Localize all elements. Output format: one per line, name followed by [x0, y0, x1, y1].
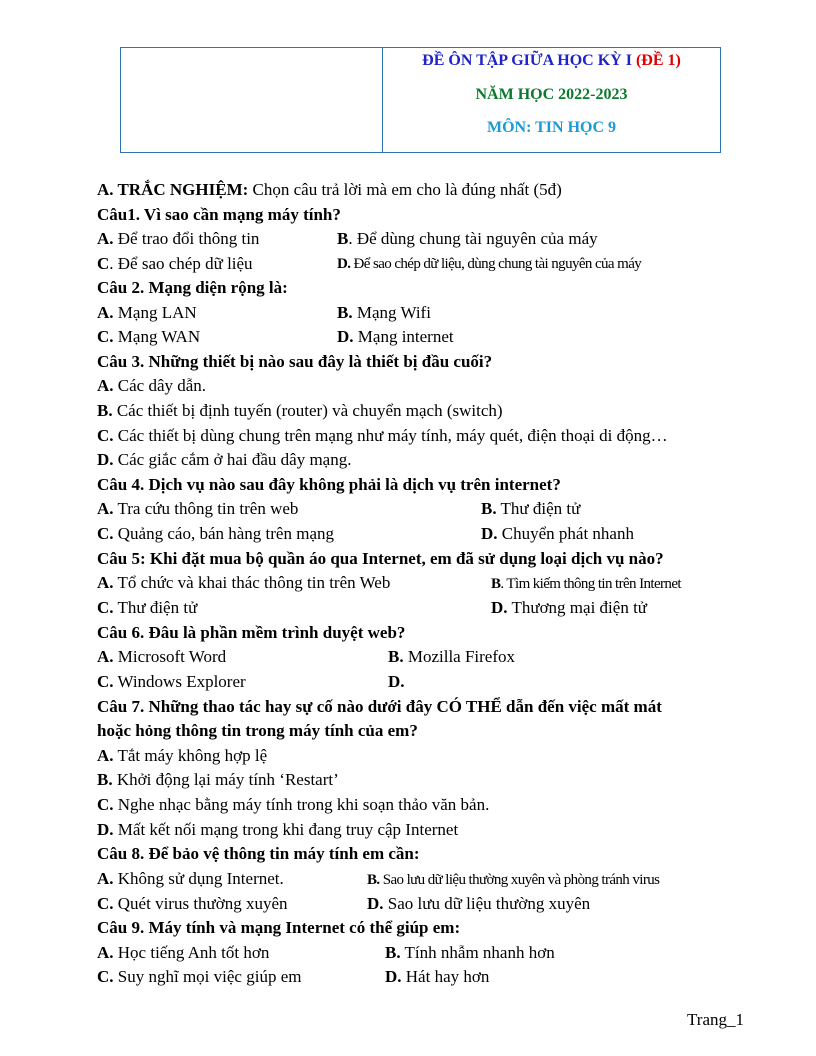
question-title-continued: hoặc hỏng thông tin trong máy tính của em? — [97, 721, 418, 740]
header-left-cell — [121, 48, 383, 152]
answer-option: B. Các thiết bị định tuyến (router) và chuyển mạch (switch) — [97, 401, 503, 420]
question-title: Câu1. Vì sao cần mạng máy tính? — [97, 205, 341, 224]
question-title: Câu 7. Những thao tác hay sự cố nào dưới đây CÓ THỂ dẫn đến việc mất mát — [97, 697, 662, 716]
question-title: Câu 3. Những thiết bị nào sau đây là thiết bị đầu cuối? — [97, 352, 493, 371]
answer-option: C. Suy nghĩ mọi việc giúp em — [97, 967, 302, 986]
answer-option: C. Quảng cáo, bán hàng trên mạng — [97, 524, 334, 543]
exam-title: ĐỀ ÔN TẬP GIỮA HỌC KỲ I (ĐỀ 1) — [422, 52, 681, 69]
answer-option: C. Nghe nhạc bằng máy tính trong khi soạn thảo văn bản. — [97, 795, 490, 814]
question-title: Câu 2. Mạng diện rộng là: — [97, 278, 288, 297]
answer-option: C. Để sao chép dữ liệu — [97, 254, 253, 273]
question-title: Câu 9. Máy tính và mạng Internet có thể giúp em: — [97, 918, 461, 937]
answer-option: D. Để sao chép dữ liệu, dùng chung tài nguyên của máy — [337, 256, 642, 272]
answer-option: B. Mạng Wifi — [337, 303, 431, 322]
header-table — [120, 47, 721, 153]
answer-option: D. — [388, 672, 405, 691]
answer-option: B. Sao lưu dữ liệu thường xuyên và phòng tránh virus — [367, 872, 660, 888]
header-right-cell — [383, 48, 720, 152]
answer-option: A. Để trao đổi thông tin — [97, 229, 260, 248]
answer-option: A. Học tiếng Anh tốt hơn — [97, 943, 270, 962]
answer-option: D. Mạng internet — [337, 327, 454, 346]
answer-option: D. Thương mại điện tử — [491, 598, 648, 617]
question-title: Câu 6. Đâu là phần mềm trình duyệt web? — [97, 623, 406, 642]
answer-option: B. Mozilla Firefox — [388, 647, 516, 666]
answer-option: A. Không sử dụng Internet. — [97, 869, 284, 888]
answer-option: A. Các dây dẫn. — [97, 376, 207, 395]
answer-option: B. Thư điện tử — [481, 499, 581, 518]
school-year: NĂM HỌC 2022-2023 — [475, 86, 628, 103]
answer-option: D. Sao lưu dữ liệu thường xuyên — [367, 894, 591, 913]
answer-option: A. Microsoft Word — [97, 647, 227, 666]
answer-option: A. Tắt máy không hợp lệ — [97, 746, 268, 765]
answer-option: C. Mạng WAN — [97, 327, 201, 346]
section-header: A. TRẮC NGHIỆM: Chọn câu trả lời mà em cho là đúng nhất (5đ) — [97, 180, 562, 199]
answer-option: A. Tổ chức và khai thác thông tin trên Web — [97, 573, 391, 592]
answer-option: C. Quét virus thường xuyên — [97, 894, 288, 913]
question-title: Câu 4. Dịch vụ nào sau đây không phải là dịch vụ trên internet? — [97, 475, 561, 494]
page-number: Trang_1 — [687, 1010, 744, 1029]
answer-option: A. Mạng LAN — [97, 303, 197, 322]
answer-option: D. Hát hay hơn — [385, 967, 490, 986]
answer-option: D. Các giắc cắm ở hai đầu dây mạng. — [97, 450, 352, 469]
question-title: Câu 5: Khi đặt mua bộ quần áo qua Internet, em đã sử dụng loại dịch vụ nào? — [97, 549, 664, 568]
answer-option: D. Chuyển phát nhanh — [481, 524, 634, 543]
answer-option: B. Tính nhẫm nhanh hơn — [385, 943, 555, 962]
answer-option: A. Tra cứu thông tin trên web — [97, 499, 299, 518]
answer-option: B. Để dùng chung tài nguyên của máy — [337, 229, 598, 248]
answer-option: C. Các thiết bị dùng chung trên mạng như máy tính, máy quét, điện thoại di động… — [97, 426, 668, 445]
subject-title: MÔN: TIN HỌC 9 — [486, 119, 617, 136]
answer-option: C. Windows Explorer — [97, 672, 246, 691]
answer-option: D. Mất kết nối mạng trong khi đang truy cập Internet — [97, 820, 459, 839]
question-title: Câu 8. Để bảo vệ thông tin máy tính em cần: — [97, 844, 420, 863]
answer-option: B. Khởi động lại máy tính ‘Restart’ — [97, 770, 339, 789]
answer-option: B. Tìm kiếm thông tin trên Internet — [491, 576, 681, 592]
answer-option: C. Thư điện tử — [97, 598, 198, 617]
exam-number: (ĐỀ 1) — [635, 52, 681, 69]
